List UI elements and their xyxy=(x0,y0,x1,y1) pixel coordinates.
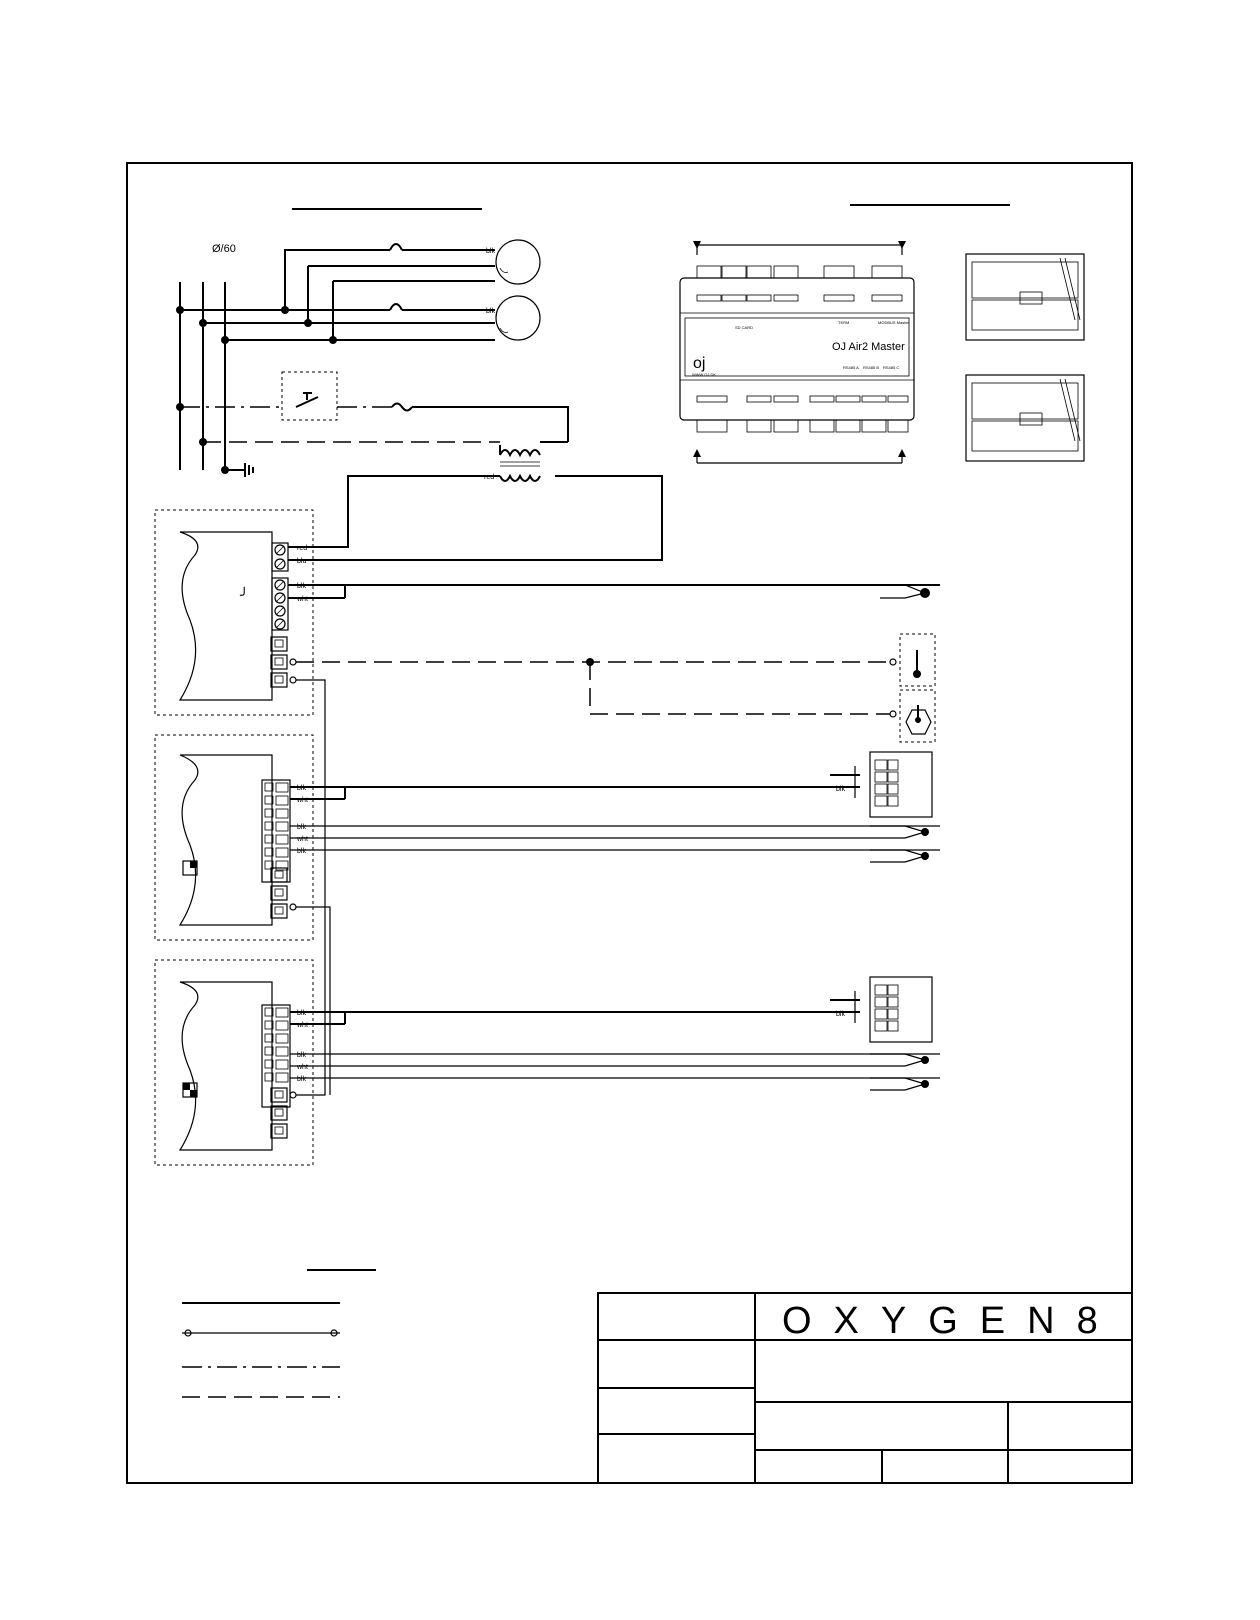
relay-2-wire-label: blk xyxy=(836,1011,845,1018)
transformer-primary-icon xyxy=(500,450,540,455)
relay-1-wire-label: blk xyxy=(836,786,845,793)
temperature-sensor-1-icon xyxy=(920,588,930,598)
oj-air2-master-module xyxy=(680,241,914,463)
transformer-wire-label: red xyxy=(484,474,495,481)
relay-block-1 xyxy=(870,752,932,817)
c2-b-wire-0: blk xyxy=(297,824,306,831)
controller-1-glyph: ╯ xyxy=(240,587,249,603)
drawing-frame xyxy=(127,163,1132,1483)
c2-b-wire-2: blk xyxy=(297,848,306,855)
c3-b-wire-0: blk xyxy=(297,1052,306,1059)
module-label-rs485b: RS485 B xyxy=(863,365,880,370)
c2-b-wire-1: wht xyxy=(297,836,308,843)
temperature-sensor-2-icon xyxy=(921,828,929,836)
temperature-sensor-3-icon xyxy=(921,852,929,860)
temperature-sensor-5-icon xyxy=(921,1080,929,1088)
c1-top-wire-0: red xyxy=(297,545,308,552)
temperature-sensor-4-icon xyxy=(921,1056,929,1064)
module-label-term: TERM xyxy=(838,320,850,325)
controller-3 xyxy=(155,960,940,1165)
quad-square-icon xyxy=(183,1083,197,1097)
relay-block-2 xyxy=(870,977,932,1042)
half-square-icon xyxy=(183,861,197,875)
title-block xyxy=(598,1293,1132,1483)
network-wiring xyxy=(296,634,935,1095)
disconnect-switch xyxy=(282,372,337,420)
brand-logo: OXYGEN8 xyxy=(782,1300,1120,1342)
module-title: OJ Air2 Master xyxy=(832,341,905,353)
controller-1 xyxy=(155,510,940,715)
module-logo: oj xyxy=(693,355,706,372)
c1-mid-wire-1: wht xyxy=(297,596,308,603)
c3-b-wire-2: blk xyxy=(297,1076,306,1083)
c1-mid-wire-0: blk xyxy=(297,583,306,590)
power-section xyxy=(176,240,662,560)
transformer-secondary-icon xyxy=(500,476,540,481)
controller-2 xyxy=(155,735,940,940)
motor-2-icon xyxy=(496,296,540,340)
c2-a-wire-0: blk xyxy=(297,785,306,792)
module-url: WWW.OJ.DK xyxy=(692,372,716,377)
extension-module-2 xyxy=(966,375,1084,461)
module-label-rs485a: RS485 A xyxy=(843,365,859,370)
motor-1-icon xyxy=(496,240,540,284)
module-label-sd: SD CARD xyxy=(735,325,754,330)
c1-top-wire-1: blu xyxy=(297,558,307,565)
c3-a-wire-1: wht xyxy=(297,1022,308,1029)
c3-a-wire-0: blk xyxy=(297,1010,306,1017)
c3-b-wire-1: wht xyxy=(297,1064,308,1071)
module-label-rs485c: RS485 C xyxy=(883,365,900,370)
module-label-modbus: MODBUS Master xyxy=(878,320,909,325)
line-legend xyxy=(182,1303,340,1397)
c2-a-wire-1: wht xyxy=(297,797,308,804)
motor2-wire-label: blk xyxy=(486,308,495,315)
supply-label: Ø/60 xyxy=(212,243,236,255)
extension-module-1 xyxy=(966,254,1084,340)
motor1-wire-label: blk xyxy=(486,248,495,255)
